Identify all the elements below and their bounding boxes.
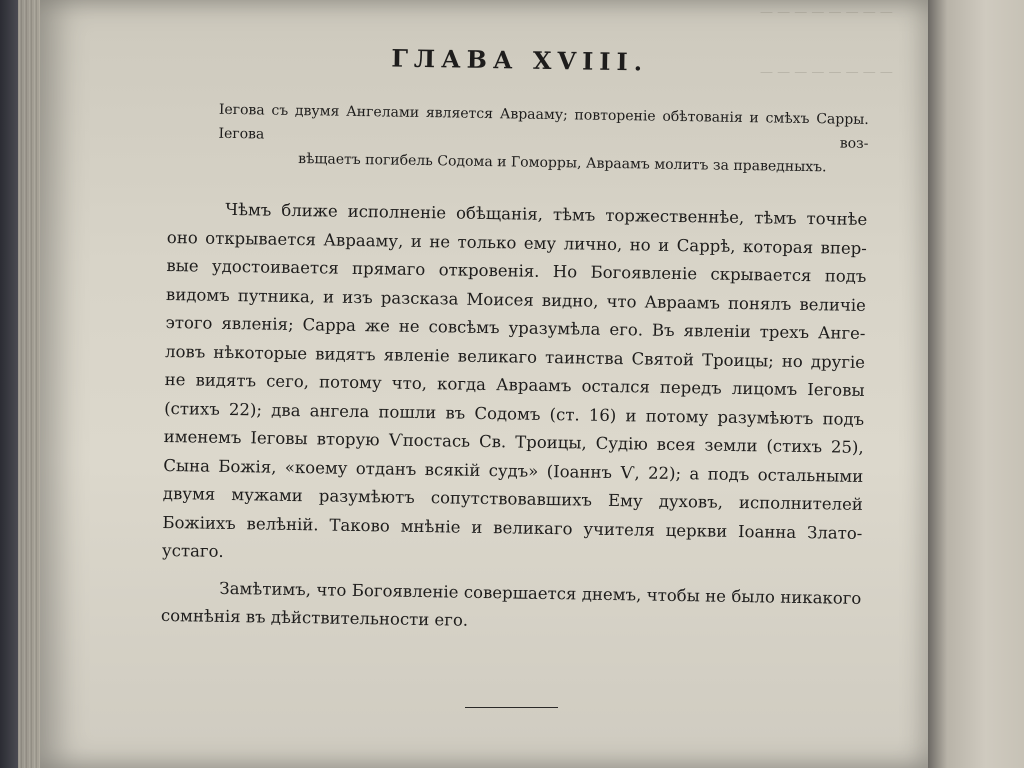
chapter-title: ГЛАВА XVIII. [391,43,649,77]
summary-line: Іегова съ двумя Ангелами является Аврааму; повтореніе обѣтованія и смѣхъ Сарры. Іегова воз- [218,101,869,152]
paragraph-2 [161,573,862,641]
bleed-through-text: — — — — — — — — [760,5,893,20]
text-line: сомнѣнія въ дѣйствительности его. [160,605,469,630]
text-line: именемъ Іеговы вторую Ѵпостась Св. Троицы, Судію всея земли (стихъ 25), [163,426,864,457]
paragraph-1 [162,195,868,576]
text-line: видомъ путника, и изъ разсказа Моисея видно, что Авраамъ понялъ величіе [165,284,867,315]
bleed-through-text: — — — — — — — — [760,65,893,80]
text-line: устаго. [161,540,224,561]
text-line: Чѣмъ ближе исполненіе обѣщанія, тѣмъ торжественнѣе, тѣмъ точнѣе [225,199,868,229]
text-line: Замѣтимъ, что Богоявленіе совершается днемъ, чтобы не было никакого [219,578,862,608]
next-page-edge [928,0,1024,768]
text-line: ловъ нѣкоторые видятъ явленіе великаго таинства Святой Троицы; но другіе [164,341,866,372]
text-line: Божіихъ велѣній. Таково мнѣніе и великаго учителя церкви Іоанна Злато- [162,512,863,543]
text-line: этого явленія; Сарра же не совсѣмъ уразумѣла его. Въ явленіи трехъ Анге- [165,312,866,343]
text-line: не видятъ сего, потому что, когда Авраамъ остался передъ лицомъ Іеговы [164,369,865,400]
end-rule [465,707,558,708]
text-line: Сына Божія, «коему отданъ всякій судъ» (Іоаннъ Ѵ, 22); а подъ остальными [163,455,864,486]
summary-line: вѣщаетъ погибель Содома и Гоморры, Авраамъ молитъ за праведныхъ. [298,151,827,176]
text-line: (стихъ 22); два ангела пошли въ Содомъ (ст. 16) и потому разумѣютъ подъ [164,398,865,429]
text-line: вые удостоивается прямаго откровенія. Но Богоявленіе скрывается подъ [166,255,867,286]
text-line: двумя мужами разумѣютъ сопутствовавшихъ Ему духовъ, исполнителей [162,483,863,514]
page-content [161,40,870,641]
chapter-summary [168,97,869,180]
text-line: оно открывается Аврааму, и не только ему лично, но и Саррѣ, которая впер- [166,227,867,258]
